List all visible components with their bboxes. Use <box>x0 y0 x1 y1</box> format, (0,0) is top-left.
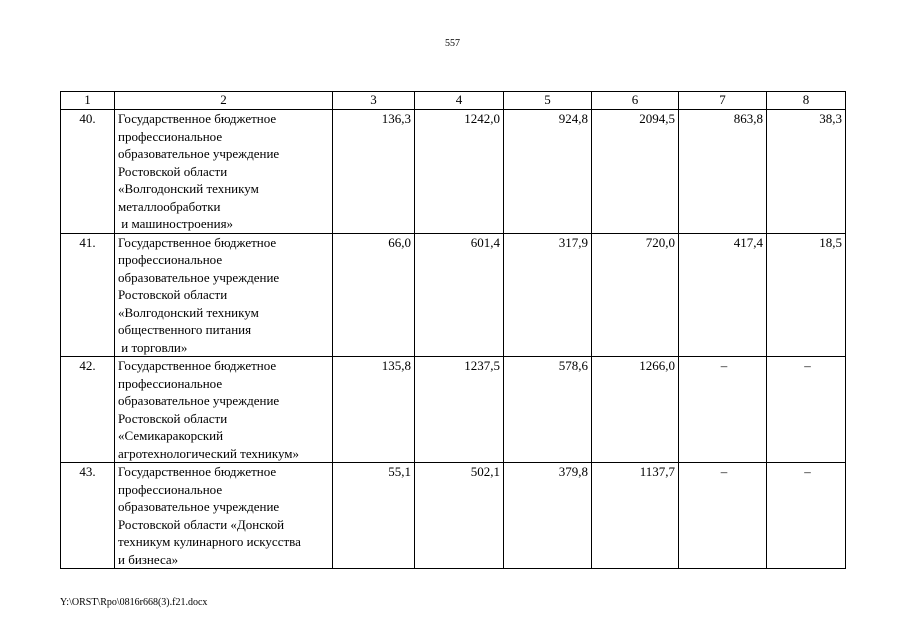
file-path: Y:\ORST\Rpo\0816r668(3).f21.docx <box>60 597 208 608</box>
value-cell: 1237,5 <box>415 357 504 463</box>
value-cell: – <box>679 463 767 569</box>
column-header: 4 <box>415 92 504 110</box>
name-line: «Волгодонский техникум <box>118 304 259 320</box>
value-cell: 578,6 <box>504 357 592 463</box>
column-header: 5 <box>504 92 592 110</box>
name-line: Государственное бюджетное <box>118 111 277 126</box>
row-number: 42. <box>61 357 115 463</box>
column-header: 6 <box>592 92 679 110</box>
value-cell: – <box>767 463 846 569</box>
row-number: 41. <box>61 233 115 357</box>
name-line: Ростовской области <box>118 410 228 426</box>
value-cell: 1266,0 <box>592 357 679 463</box>
value-cell: – <box>679 357 767 463</box>
value-cell: 38,3 <box>767 110 846 234</box>
name-line: профессиональное <box>118 481 223 497</box>
name-line: образовательное учреждение <box>118 499 280 514</box>
header-row <box>61 92 846 110</box>
institution-name <box>115 357 333 463</box>
value-cell: 55,1 <box>333 463 415 569</box>
value-cell: 502,1 <box>415 463 504 569</box>
column-header: 7 <box>679 92 767 110</box>
page-number: 557 <box>445 38 460 49</box>
table-row <box>61 357 846 463</box>
table-row <box>61 463 846 569</box>
value-cell: 18,5 <box>767 233 846 357</box>
value-cell: 2094,5 <box>592 110 679 234</box>
name-line: Ростовской области <box>118 163 228 179</box>
value-cell: 379,8 <box>504 463 592 569</box>
budget-table <box>60 91 846 569</box>
name-line: и машиностроения» <box>118 216 234 231</box>
value-cell: 863,8 <box>679 110 767 234</box>
value-cell: 136,3 <box>333 110 415 234</box>
row-number: 40. <box>61 110 115 234</box>
name-line: Государственное бюджетное <box>118 358 277 373</box>
name-line: «Волгодонский техникум <box>118 181 259 196</box>
column-header: 3 <box>333 92 415 110</box>
name-line: «Семикаракорский <box>118 428 224 443</box>
value-cell: 1137,7 <box>592 463 679 569</box>
name-line: образовательное учреждение <box>118 269 280 285</box>
value-cell: 720,0 <box>592 233 679 357</box>
name-line: и торговли» <box>118 339 188 355</box>
column-header: 2 <box>115 92 333 110</box>
institution-name <box>115 463 333 569</box>
name-line: металлообработки <box>118 198 221 214</box>
name-line: профессиональное <box>118 128 223 144</box>
table-row <box>61 110 846 234</box>
name-line: и бизнеса» <box>118 551 179 567</box>
column-header: 8 <box>767 92 846 110</box>
name-line: агротехнологический техникум» <box>118 445 300 461</box>
table-row <box>61 233 846 357</box>
name-line: Ростовской области <box>118 287 228 302</box>
institution-name <box>115 233 333 357</box>
value-cell: 601,4 <box>415 233 504 357</box>
value-cell: 135,8 <box>333 357 415 463</box>
name-line: общественного питания <box>118 322 252 337</box>
institution-name <box>115 110 333 234</box>
value-cell: – <box>767 357 846 463</box>
name-line: профессиональное <box>118 252 223 267</box>
value-cell: 924,8 <box>504 110 592 234</box>
value-cell: 1242,0 <box>415 110 504 234</box>
name-line: профессиональное <box>118 375 223 391</box>
name-line: Государственное бюджетное <box>118 464 277 479</box>
row-number: 43. <box>61 463 115 569</box>
name-line: техникум кулинарного искусства <box>118 534 301 549</box>
value-cell: 417,4 <box>679 233 767 357</box>
value-cell: 317,9 <box>504 233 592 357</box>
column-header: 1 <box>61 92 115 110</box>
name-line: образовательное учреждение <box>118 393 280 408</box>
name-line: Ростовской области «Донской <box>118 516 285 532</box>
value-cell: 66,0 <box>333 233 415 357</box>
name-line: Государственное бюджетное <box>118 234 277 250</box>
name-line: образовательное учреждение <box>118 146 280 161</box>
